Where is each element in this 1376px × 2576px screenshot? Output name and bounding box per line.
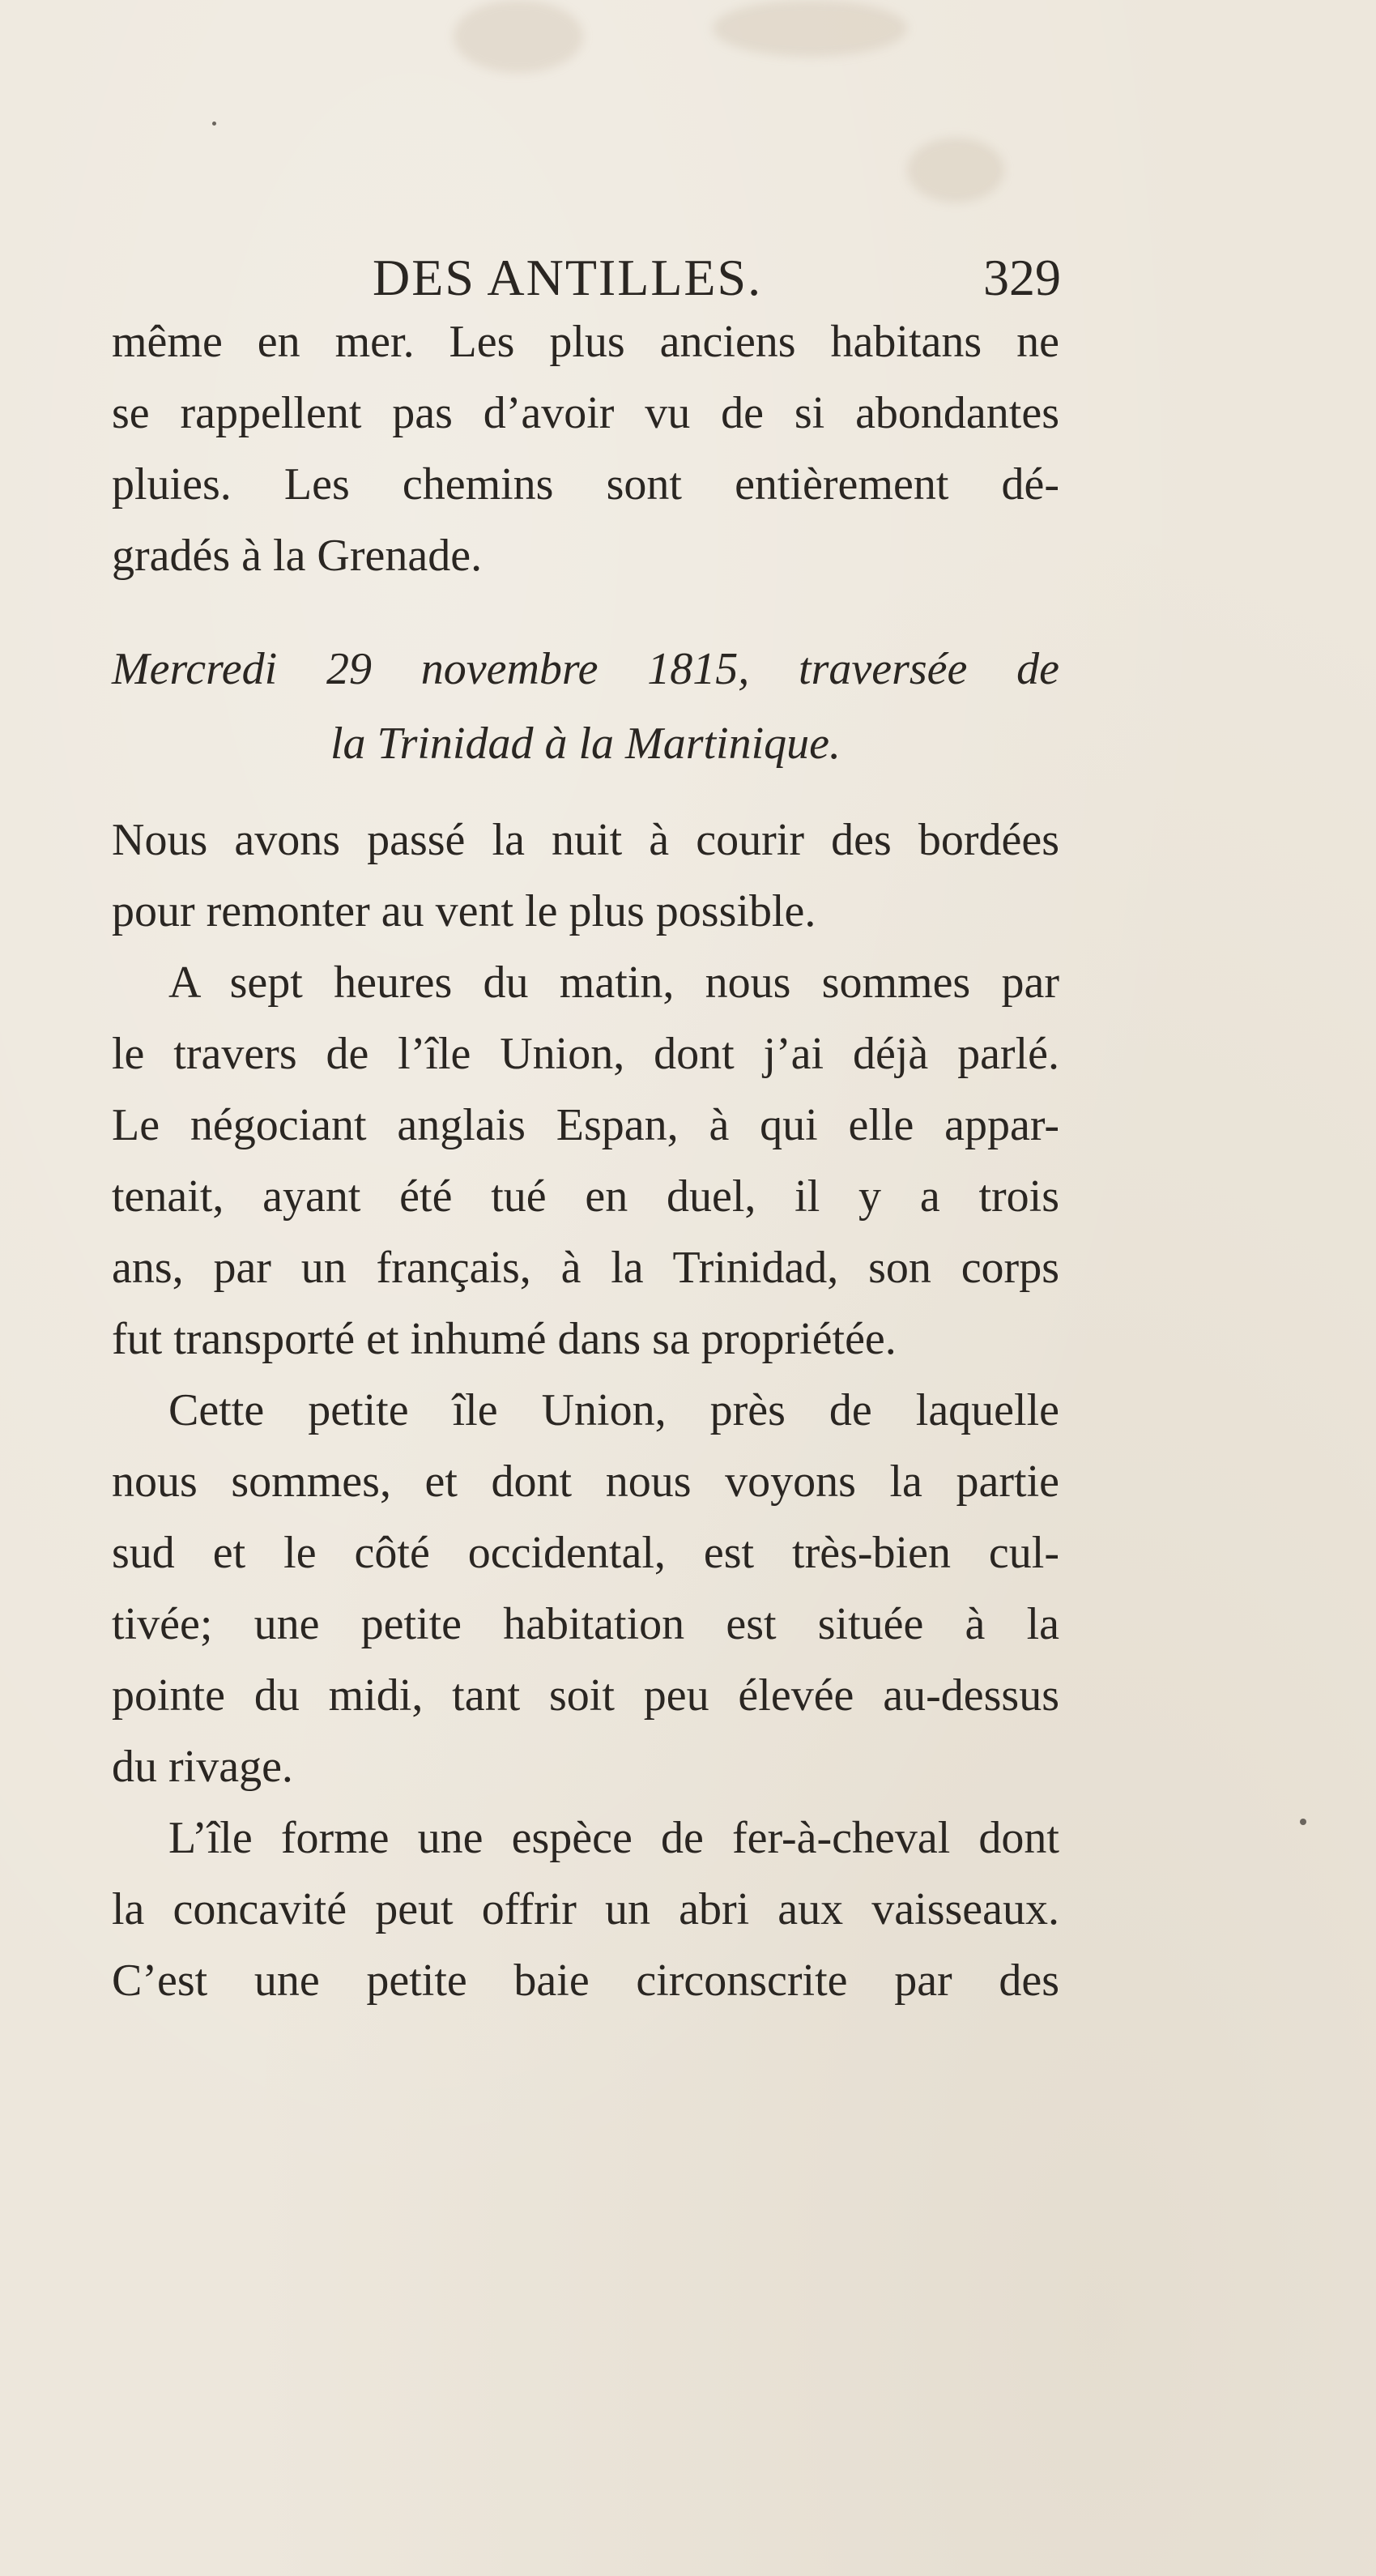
text-line: gradés à la Grenade. [112, 531, 483, 581]
continuation-paragraph [112, 306, 1059, 591]
text-line: Nous avons passé la nuit à courir des bordées [112, 815, 1059, 865]
body-text [112, 804, 1059, 2016]
paper-speck [1300, 1819, 1306, 1825]
text-line: du rivage. [112, 1742, 293, 1792]
text-line: ans, par un français, à la Trinidad, son corps [112, 1243, 1059, 1293]
paragraph [112, 947, 1059, 1375]
entry-heading-line: la Trinidad à la Martinique. [330, 719, 841, 769]
text-line: se rappellent pas d’avoir vu de si abondantes [112, 388, 1059, 438]
text-line: tivée; une petite habitation est située à la [112, 1599, 1059, 1649]
text-line: pointe du midi, tant soit peu élevée au-dessus [112, 1670, 1059, 1721]
text-line: Cette petite île Union, près de laquelle [168, 1385, 1059, 1435]
running-head: DES ANTILLES. [373, 249, 763, 306]
entry-heading-line: Mercredi 29 novembre 1815, traversée de [112, 644, 1059, 694]
entry-heading [112, 632, 1059, 781]
paper-stain [713, 0, 907, 57]
text-line: pour remonter au vent le plus possible. [112, 886, 816, 936]
paper-stain [907, 138, 1004, 203]
text-line: Le négociant anglais Espan, à qui elle appar- [112, 1100, 1059, 1150]
paragraph [112, 804, 1059, 947]
text-line: pluies. Les chemins sont entièrement dé- [112, 459, 1059, 510]
page-number: 329 [983, 249, 1061, 306]
paragraph [112, 1802, 1059, 2016]
text-line: sud et le côté occidental, est très-bien cul- [112, 1528, 1059, 1578]
text-line: la concavité peut offrir un abri aux vaisseaux. [112, 1884, 1059, 1934]
text-line: tenait, ayant été tué en duel, il y a trois [112, 1171, 1059, 1222]
paragraph [112, 1375, 1059, 1802]
text-line: nous sommes, et dont nous voyons la partie [112, 1456, 1059, 1507]
text-line: même en mer. Les plus anciens habitans ne [112, 317, 1059, 367]
text-line: fut transporté et inhumé dans sa propriétée. [112, 1314, 897, 1364]
text-line: A sept heures du matin, nous sommes par [168, 957, 1059, 1008]
paper-stain [454, 0, 583, 73]
text-line: L’île forme une espèce de fer-à-cheval dont [168, 1813, 1059, 1863]
text-line: C’est une petite baie circonscrite par des [112, 1955, 1059, 2006]
paper-speck [212, 122, 216, 126]
text-line: le travers de l’île Union, dont j’ai déjà parlé. [112, 1029, 1059, 1079]
